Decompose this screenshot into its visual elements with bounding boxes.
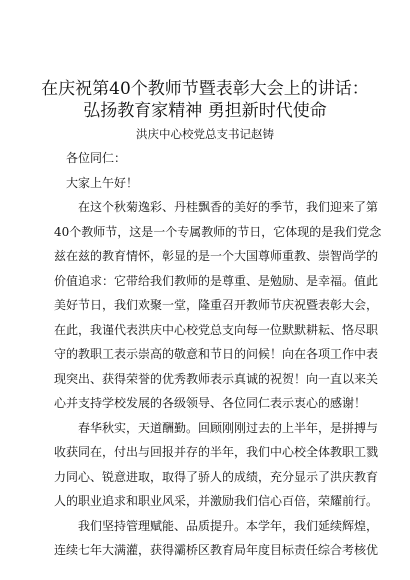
salutation: 大家上午好！ xyxy=(66,175,139,190)
paragraph-line: 守的教职工表示崇高的敬意和节日的问候！向在各项工作中表 xyxy=(54,347,379,361)
paragraph-line: 40个教师节，这是一个专属教师的节日，它体现的是我们党念 xyxy=(54,224,382,239)
paragraph-line: 连续七年大满灌，获得灞桥区教育局年度目标责任综合考核优 xyxy=(54,543,379,557)
document-title-line1: 在庆祝第40个教师节暨表彰大会上的讲话： xyxy=(41,79,369,99)
document-title-line2: 弘扬教育家精神 勇担新时代使命 xyxy=(83,101,327,121)
paragraph-3 xyxy=(54,514,379,563)
greeting: 各位同仁： xyxy=(66,151,127,165)
paragraph-line: 心并支持学校发展的各级领导、各位同仁表示衷心的感谢！ xyxy=(54,396,367,410)
paragraph-line: 价值追求：它带给我们教师的是尊重、是勉励、是幸福。值此 xyxy=(54,273,379,288)
paragraph-line: 在此，我谨代表洪庆中心校党总支向每一位默默耕耘、恪尽职 xyxy=(54,322,379,337)
paragraph-line: 春华秋实，天道酬勤。回顾刚刚过去的上半年，是拼搏与 xyxy=(78,420,379,435)
paragraph-line: 在这个秋菊逸彩、丹桂飘香的美好的季节，我们迎来了第 xyxy=(78,200,379,214)
document-body xyxy=(54,146,382,563)
document-author: 洪庆中心校党总支书记赵铸 xyxy=(136,127,274,141)
paragraph-line: 现突出、获得荣誉的优秀教师表示真诚的祝贺！向一直以来关 xyxy=(54,371,379,386)
paragraph-line: 力同心、锐意进取，取得了骄人的成绩，充分显示了洪庆教育 xyxy=(54,469,379,484)
paragraph-line: 我们坚持管理赋能、品质提升。本学年，我们延续辉煌， xyxy=(78,518,379,533)
paragraph-line: 美好节日，我们欢聚一堂，隆重召开教师节庆祝暨表彰大会， xyxy=(54,298,379,312)
paragraph-line: 收获同在，付出与回报并存的半年，我们中心校全体教职工戮 xyxy=(54,445,379,459)
paragraph-1 xyxy=(54,195,382,416)
paragraph-line: 兹在兹的教育情怀，彰显的是一个大国尊师重教、崇智尚学的 xyxy=(54,249,379,263)
paragraph-2 xyxy=(54,416,379,514)
paragraph-line: 人的职业追求和职业风采，并激励我们信心百倍，荣耀前行。 xyxy=(54,494,379,508)
